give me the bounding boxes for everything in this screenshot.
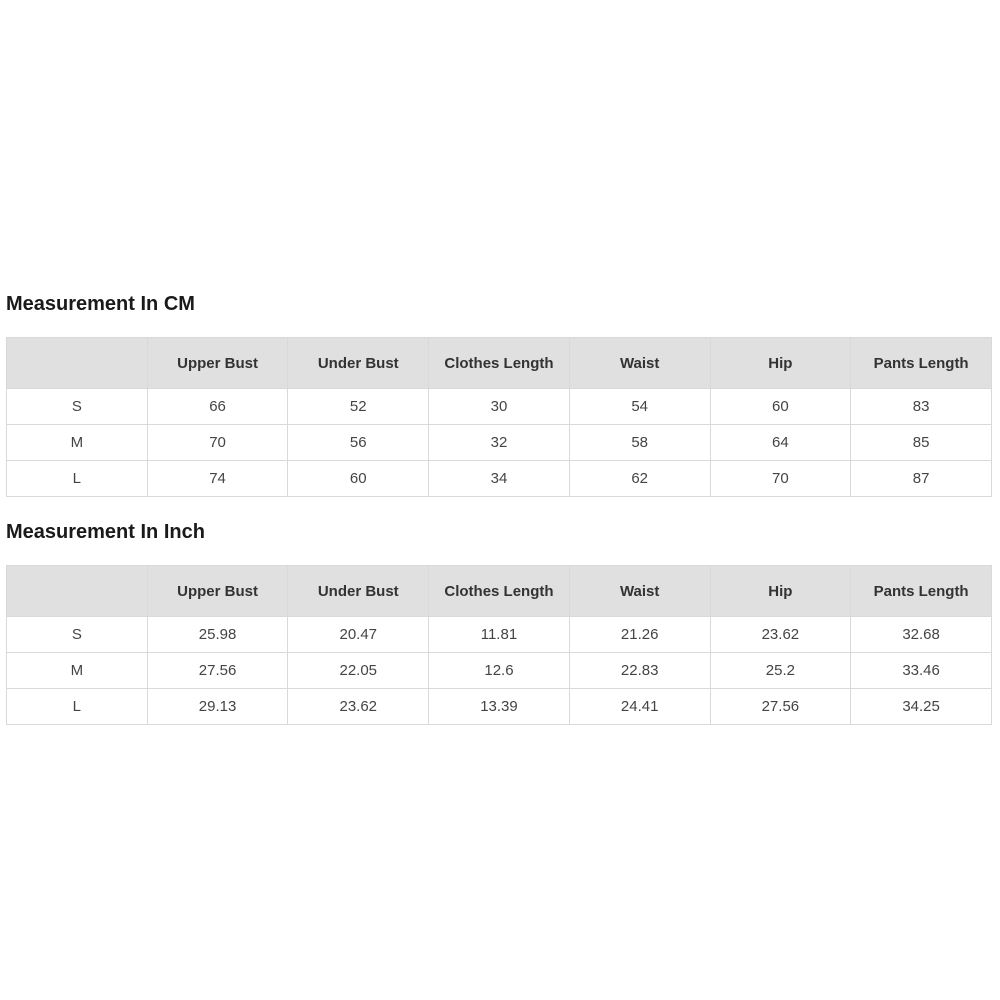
header-cell-under-bust: Under Bust <box>288 338 429 389</box>
size-cell: L <box>7 461 148 497</box>
header-cell-hip: Hip <box>710 566 851 617</box>
table-cell: 56 <box>288 425 429 461</box>
table-row <box>7 689 992 725</box>
size-cell: S <box>7 389 148 425</box>
cm-size-table <box>6 337 992 497</box>
table-header-row <box>7 338 992 389</box>
header-cell-waist: Waist <box>569 338 710 389</box>
header-cell-pants-length: Pants Length <box>851 338 992 389</box>
table-cell: 20.47 <box>288 617 429 653</box>
table-cell: 34 <box>429 461 570 497</box>
header-cell-size <box>7 566 148 617</box>
table-cell: 32.68 <box>851 617 992 653</box>
table-cell: 60 <box>710 389 851 425</box>
header-cell-waist: Waist <box>569 566 710 617</box>
table-cell: 22.05 <box>288 653 429 689</box>
header-cell-upper-bust: Upper Bust <box>147 338 288 389</box>
table-cell: 58 <box>569 425 710 461</box>
inch-size-table <box>6 565 992 725</box>
cm-section-title: Measurement In CM <box>6 293 195 315</box>
table-cell: 64 <box>710 425 851 461</box>
header-cell-upper-bust: Upper Bust <box>147 566 288 617</box>
table-cell: 21.26 <box>569 617 710 653</box>
table-cell: 32 <box>429 425 570 461</box>
table-cell: 13.39 <box>429 689 570 725</box>
header-cell-clothes-length: Clothes Length <box>429 338 570 389</box>
table-cell: 70 <box>710 461 851 497</box>
table-cell: 23.62 <box>288 689 429 725</box>
size-cell: M <box>7 425 148 461</box>
table-row <box>7 653 992 689</box>
header-cell-size <box>7 338 148 389</box>
table-cell: 23.62 <box>710 617 851 653</box>
table-cell: 54 <box>569 389 710 425</box>
table-cell: 33.46 <box>851 653 992 689</box>
header-cell-clothes-length: Clothes Length <box>429 566 570 617</box>
table-row <box>7 425 992 461</box>
table-row <box>7 389 992 425</box>
table-cell: 12.6 <box>429 653 570 689</box>
table-cell: 34.25 <box>851 689 992 725</box>
table-cell: 24.41 <box>569 689 710 725</box>
table-cell: 60 <box>288 461 429 497</box>
table-cell: 52 <box>288 389 429 425</box>
table-cell: 27.56 <box>147 653 288 689</box>
table-row <box>7 461 992 497</box>
table-cell: 29.13 <box>147 689 288 725</box>
header-cell-under-bust: Under Bust <box>288 566 429 617</box>
table-cell: 27.56 <box>710 689 851 725</box>
table-cell: 87 <box>851 461 992 497</box>
table-cell: 25.2 <box>710 653 851 689</box>
table-cell: 30 <box>429 389 570 425</box>
table-cell: 25.98 <box>147 617 288 653</box>
table-cell: 70 <box>147 425 288 461</box>
table-cell: 62 <box>569 461 710 497</box>
size-cell: M <box>7 653 148 689</box>
table-cell: 74 <box>147 461 288 497</box>
header-cell-pants-length: Pants Length <box>851 566 992 617</box>
size-cell: L <box>7 689 148 725</box>
table-cell: 11.81 <box>429 617 570 653</box>
table-row <box>7 617 992 653</box>
inch-section-title: Measurement In Inch <box>6 521 205 543</box>
table-header-row <box>7 566 992 617</box>
table-cell: 22.83 <box>569 653 710 689</box>
table-cell: 66 <box>147 389 288 425</box>
size-cell: S <box>7 617 148 653</box>
table-cell: 83 <box>851 389 992 425</box>
header-cell-hip: Hip <box>710 338 851 389</box>
table-cell: 85 <box>851 425 992 461</box>
